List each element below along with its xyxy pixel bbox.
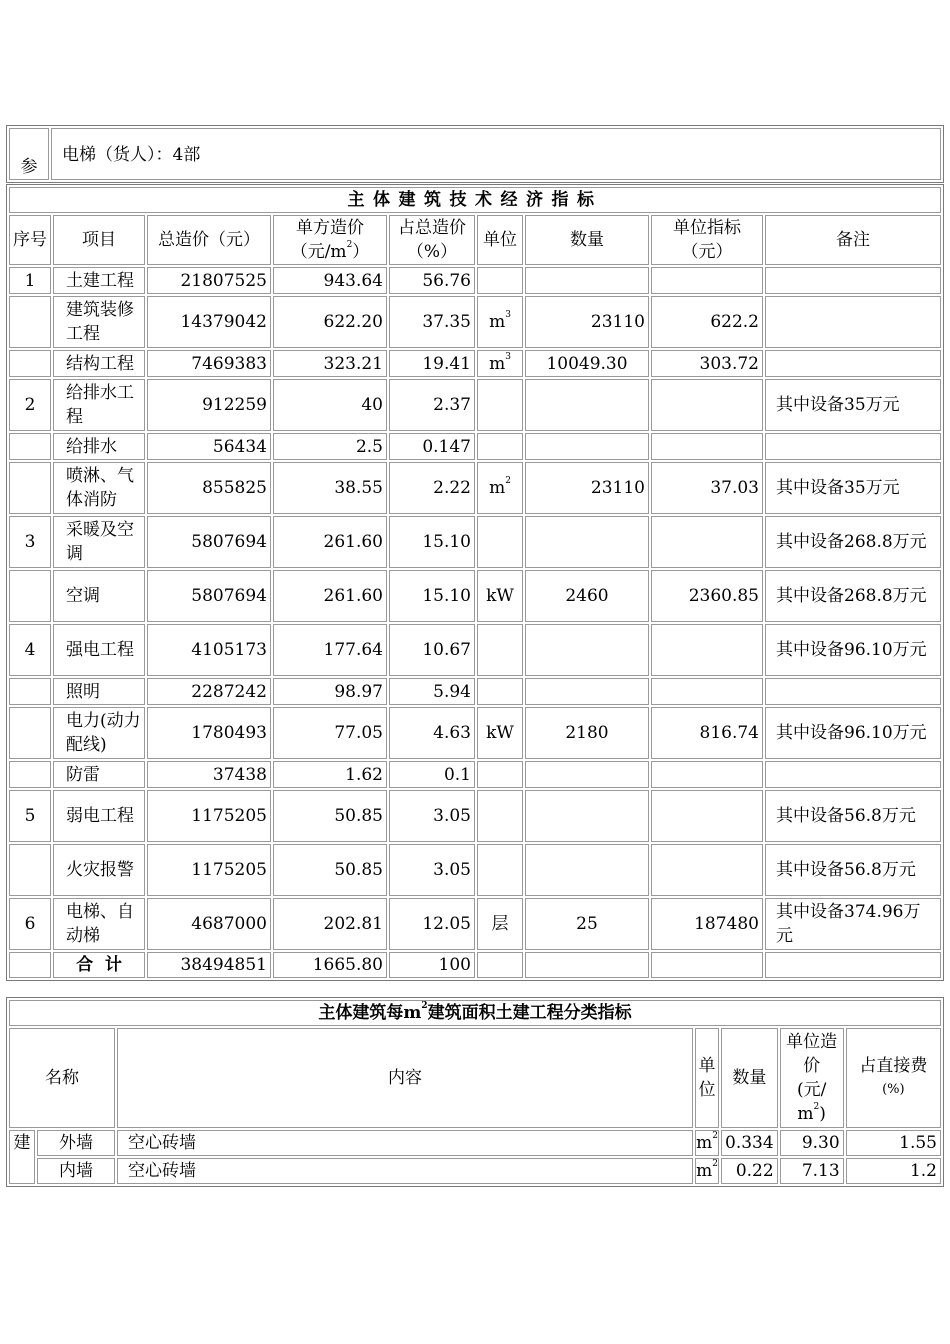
row-note [765,678,941,705]
classification-title-a: 主体建筑每m [318,1003,422,1023]
total-percent: 100 [389,952,475,978]
row-percent: 0.1 [389,761,475,788]
row-unit [695,1158,719,1184]
row-percent: 56.76 [389,267,475,294]
top-info-table [6,125,944,183]
row-unit-index [651,678,763,705]
header-unit-price-2-line3 [784,1102,840,1126]
row-seq [9,433,51,460]
row-unit-price: 261.60 [273,516,387,568]
row-name: 内墙 [37,1158,115,1184]
row-item: 照明 [53,678,145,705]
row-percent: 15.10 [389,570,475,622]
row-unit-price: 261.60 [273,570,387,622]
row-item: 喷淋、气体消防 [53,462,145,514]
row-unit-price: 323.21 [273,350,387,377]
row-unit-index: 2360.85 [651,570,763,622]
total-label: 合 计 [53,952,145,978]
row-unit-index: 816.74 [651,707,763,759]
row-note [765,350,941,377]
row-unit [477,516,523,568]
elevator-info: 电梯（货人）：4部 [51,128,941,180]
row-unit-price: 622.20 [273,296,387,348]
row-unit-price: 77.05 [273,707,387,759]
total-cost: 38494851 [147,952,271,978]
header-percent-line1: 占总造价 [398,218,466,238]
row-quantity: 23110 [525,296,649,348]
row-unit [477,678,523,705]
indicator-row [9,678,941,705]
row-note [765,296,941,348]
total-quantity [525,952,649,978]
row-item: 空调 [53,570,145,622]
row-unit-text: m [489,478,506,498]
row-quantity [525,516,649,568]
row-total-cost: 37438 [147,761,271,788]
row-quantity [525,844,649,896]
header-unit-index-line1: 单位指标 [673,218,741,238]
row-quantity [525,433,649,460]
indicator-row [9,379,941,431]
row-quantity [525,267,649,294]
row-unit-index [651,433,763,460]
row-unit-index: 622.2 [651,296,763,348]
row-unit-price: 177.64 [273,624,387,676]
indicator-row [9,761,941,788]
row-content: 空心砖墙 [117,1130,693,1156]
header-unit-price-2-close: ) [819,1104,826,1124]
row-unit-price: 2.5 [273,433,387,460]
row-note: 其中设备374.96万元 [765,898,941,950]
row-total-cost: 14379042 [147,296,271,348]
header-unit-price-2-sup: 2 [813,1102,820,1112]
row-total-cost: 912259 [147,379,271,431]
header-note: 备注 [765,215,941,265]
row-seq: 3 [9,516,51,568]
row-quantity [525,379,649,431]
row-total-cost: 4105173 [147,624,271,676]
row-unit-price: 202.81 [273,898,387,950]
header-name: 名称 [9,1028,115,1128]
row-item: 建筑装修工程 [53,296,145,348]
header-unit: 单位 [477,215,523,265]
row-quantity [525,761,649,788]
row-seq [9,707,51,759]
row-seq [9,462,51,514]
row-percent: 0.147 [389,433,475,460]
row-unit-index [651,379,763,431]
row-total-cost: 2287242 [147,678,271,705]
row-seq: 6 [9,898,51,950]
classification-title-sup: 2 [421,1001,428,1011]
indicator-row [9,296,941,348]
row-quantity: 23110 [525,462,649,514]
indicator-row [9,433,941,460]
row-note: 其中设备96.10万元 [765,624,941,676]
row-item: 结构工程 [53,350,145,377]
row-seq: 1 [9,267,51,294]
row-note [765,761,941,788]
header-direct-percent-line2: (%) [882,1082,905,1097]
row-percent: 37.35 [389,296,475,348]
header-unit-price-2-line2: (元/ [796,1080,827,1100]
row-unit-index: 303.72 [651,350,763,377]
row-unit-index [651,761,763,788]
row-item: 电力(动力配线) [53,707,145,759]
row-unit [477,570,523,622]
row-percent: 5.94 [389,678,475,705]
row-unit [477,844,523,896]
indicator-row [9,570,941,622]
indicator-row [9,516,941,568]
header-seq: 序号 [9,215,51,265]
row-seq [9,570,51,622]
row-seq [9,844,51,896]
header-quantity: 数量 [525,215,649,265]
row-percent: 12.05 [389,898,475,950]
header-content: 内容 [117,1028,693,1128]
row-seq [9,296,51,348]
row-seq [9,350,51,377]
row-unit-sup: 2 [505,476,511,486]
row-seq: 2 [9,379,51,431]
row-item: 给排水工程 [53,379,145,431]
row-item: 土建工程 [53,267,145,294]
row-total-cost: 1175205 [147,844,271,896]
row-quantity: 10049.30 [525,350,649,377]
header-total-cost: 总造价（元） [147,215,271,265]
header-unit-price-unit: （元/m [290,242,347,262]
row-percent: 2.22 [389,462,475,514]
header-unit-price-line2 [277,240,383,264]
row-unit [695,1130,719,1156]
row-unit-index: 37.03 [651,462,763,514]
indicator-row [9,462,941,514]
row-unit-price: 9.30 [780,1130,844,1156]
row-content: 空心砖墙 [117,1158,693,1184]
header-unit-price-close: ） [352,242,370,262]
header-item: 项目 [53,215,145,265]
row-item: 电梯、自动梯 [53,898,145,950]
row-unit-index [651,267,763,294]
header-unit-2: 单位 [695,1028,719,1128]
row-seq: 4 [9,624,51,676]
indicator-row [9,898,941,950]
row-unit-text: m [489,353,506,374]
row-unit-price: 1.62 [273,761,387,788]
row-unit-text: m [696,1133,713,1153]
group-label: 建 [9,1130,35,1184]
total-unit-price: 1665.80 [273,952,387,978]
indicator-row [9,844,941,896]
row-unit-text: m [489,312,506,332]
row-unit-price: 50.85 [273,790,387,842]
row-unit-price: 7.13 [780,1158,844,1184]
row-unit-text: m [696,1161,713,1181]
header-unit-index [651,215,763,265]
row-quantity: 25 [525,898,649,950]
row-seq: 5 [9,790,51,842]
indicator-row [9,707,941,759]
header-unit-price-sup: 2 [346,240,353,250]
row-percent: 2.37 [389,379,475,431]
indicator-row [9,350,941,377]
header-unit-price-line1: 单方造价 [296,218,364,238]
header-percent [389,215,475,265]
row-quantity [525,678,649,705]
row-quantity: 0.22 [721,1158,778,1184]
row-total-cost: 855825 [147,462,271,514]
row-unit-price: 38.55 [273,462,387,514]
row-unit [477,379,523,431]
row-unit-text: kW [486,586,514,606]
row-percent: 1.2 [846,1158,941,1184]
header-percent-line2: （%） [406,242,458,262]
header-direct-percent-line1: 占直接费 [859,1056,928,1076]
row-unit-text: kW [486,723,514,743]
row-unit-price: 40 [273,379,387,431]
row-percent: 3.05 [389,844,475,896]
row-note: 其中设备268.8万元 [765,516,941,568]
row-unit-price: 943.64 [273,267,387,294]
row-unit [477,350,523,377]
row-unit [477,790,523,842]
main-table-title: 主体建筑技术经济指标 [9,187,941,213]
row-unit-sup: 2 [712,1159,718,1169]
row-note: 其中设备96.10万元 [765,707,941,759]
row-unit [477,267,523,294]
row-item: 采暖及空调 [53,516,145,568]
row-unit [477,433,523,460]
row-note [765,433,941,460]
total-seq [9,952,51,978]
row-total-cost: 56434 [147,433,271,460]
row-percent: 1.55 [846,1130,941,1156]
header-unit-price [273,215,387,265]
row-unit-index [651,516,763,568]
row-unit [477,462,523,514]
row-unit-sup: 3 [505,351,511,362]
total-note [765,952,941,978]
row-percent: 10.67 [389,624,475,676]
row-quantity: 2180 [525,707,649,759]
row-unit-sup: 3 [505,310,511,320]
row-unit [477,296,523,348]
row-total-cost: 1780493 [147,707,271,759]
row-note [765,267,941,294]
row-unit [477,624,523,676]
main-indicator-table [6,184,944,981]
row-note: 其中设备268.8万元 [765,570,941,622]
row-unit [477,707,523,759]
row-percent: 15.10 [389,516,475,568]
classification-title [9,1000,941,1026]
row-note: 其中设备56.8万元 [765,844,941,896]
header-quantity-2: 数量 [721,1028,778,1128]
indicator-row [9,267,941,294]
row-unit-price: 50.85 [273,844,387,896]
row-unit-text: 层 [491,914,509,934]
indicator-row [9,624,941,676]
row-quantity: 2460 [525,570,649,622]
row-note: 其中设备35万元 [765,462,941,514]
row-total-cost: 5807694 [147,570,271,622]
header-direct-percent [846,1028,941,1128]
header-unit-index-line2: （元） [681,242,733,262]
row-item: 给排水 [53,433,145,460]
row-total-cost: 7469383 [147,350,271,377]
total-unit [477,952,523,978]
header-unit-price-2-unit: m [797,1104,814,1124]
row-unit [477,761,523,788]
row-percent: 19.41 [389,350,475,377]
row-unit-price: 98.97 [273,678,387,705]
indicator-row [9,790,941,842]
total-row [9,952,941,978]
row-unit-index [651,790,763,842]
row-total-cost: 4687000 [147,898,271,950]
row-unit-index [651,624,763,676]
row-quantity: 0.334 [721,1130,778,1156]
classification-title-b: 建筑面积土建工程分类指标 [427,1003,632,1023]
side-label: 参 [9,128,49,180]
row-seq [9,678,51,705]
row-unit-index: 187480 [651,898,763,950]
row-seq [9,761,51,788]
row-total-cost: 21807525 [147,267,271,294]
row-unit-index [651,844,763,896]
row-item: 强电工程 [53,624,145,676]
header-unit-price-2 [780,1028,844,1128]
row-percent: 3.05 [389,790,475,842]
row-unit [477,898,523,950]
row-unit-sup: 2 [712,1131,718,1141]
row-total-cost: 1175205 [147,790,271,842]
classification-table [6,997,944,1187]
row-quantity [525,790,649,842]
header-unit-price-2-line1: 单位造价 [786,1032,838,1076]
row-percent: 4.63 [389,707,475,759]
row-name: 外墙 [37,1130,115,1156]
row-note: 其中设备35万元 [765,379,941,431]
row-item: 防雷 [53,761,145,788]
row-note: 其中设备56.8万元 [765,790,941,842]
total-index [651,952,763,978]
row-item: 火灾报警 [53,844,145,896]
row-item: 弱电工程 [53,790,145,842]
row-total-cost: 5807694 [147,516,271,568]
row-quantity [525,624,649,676]
